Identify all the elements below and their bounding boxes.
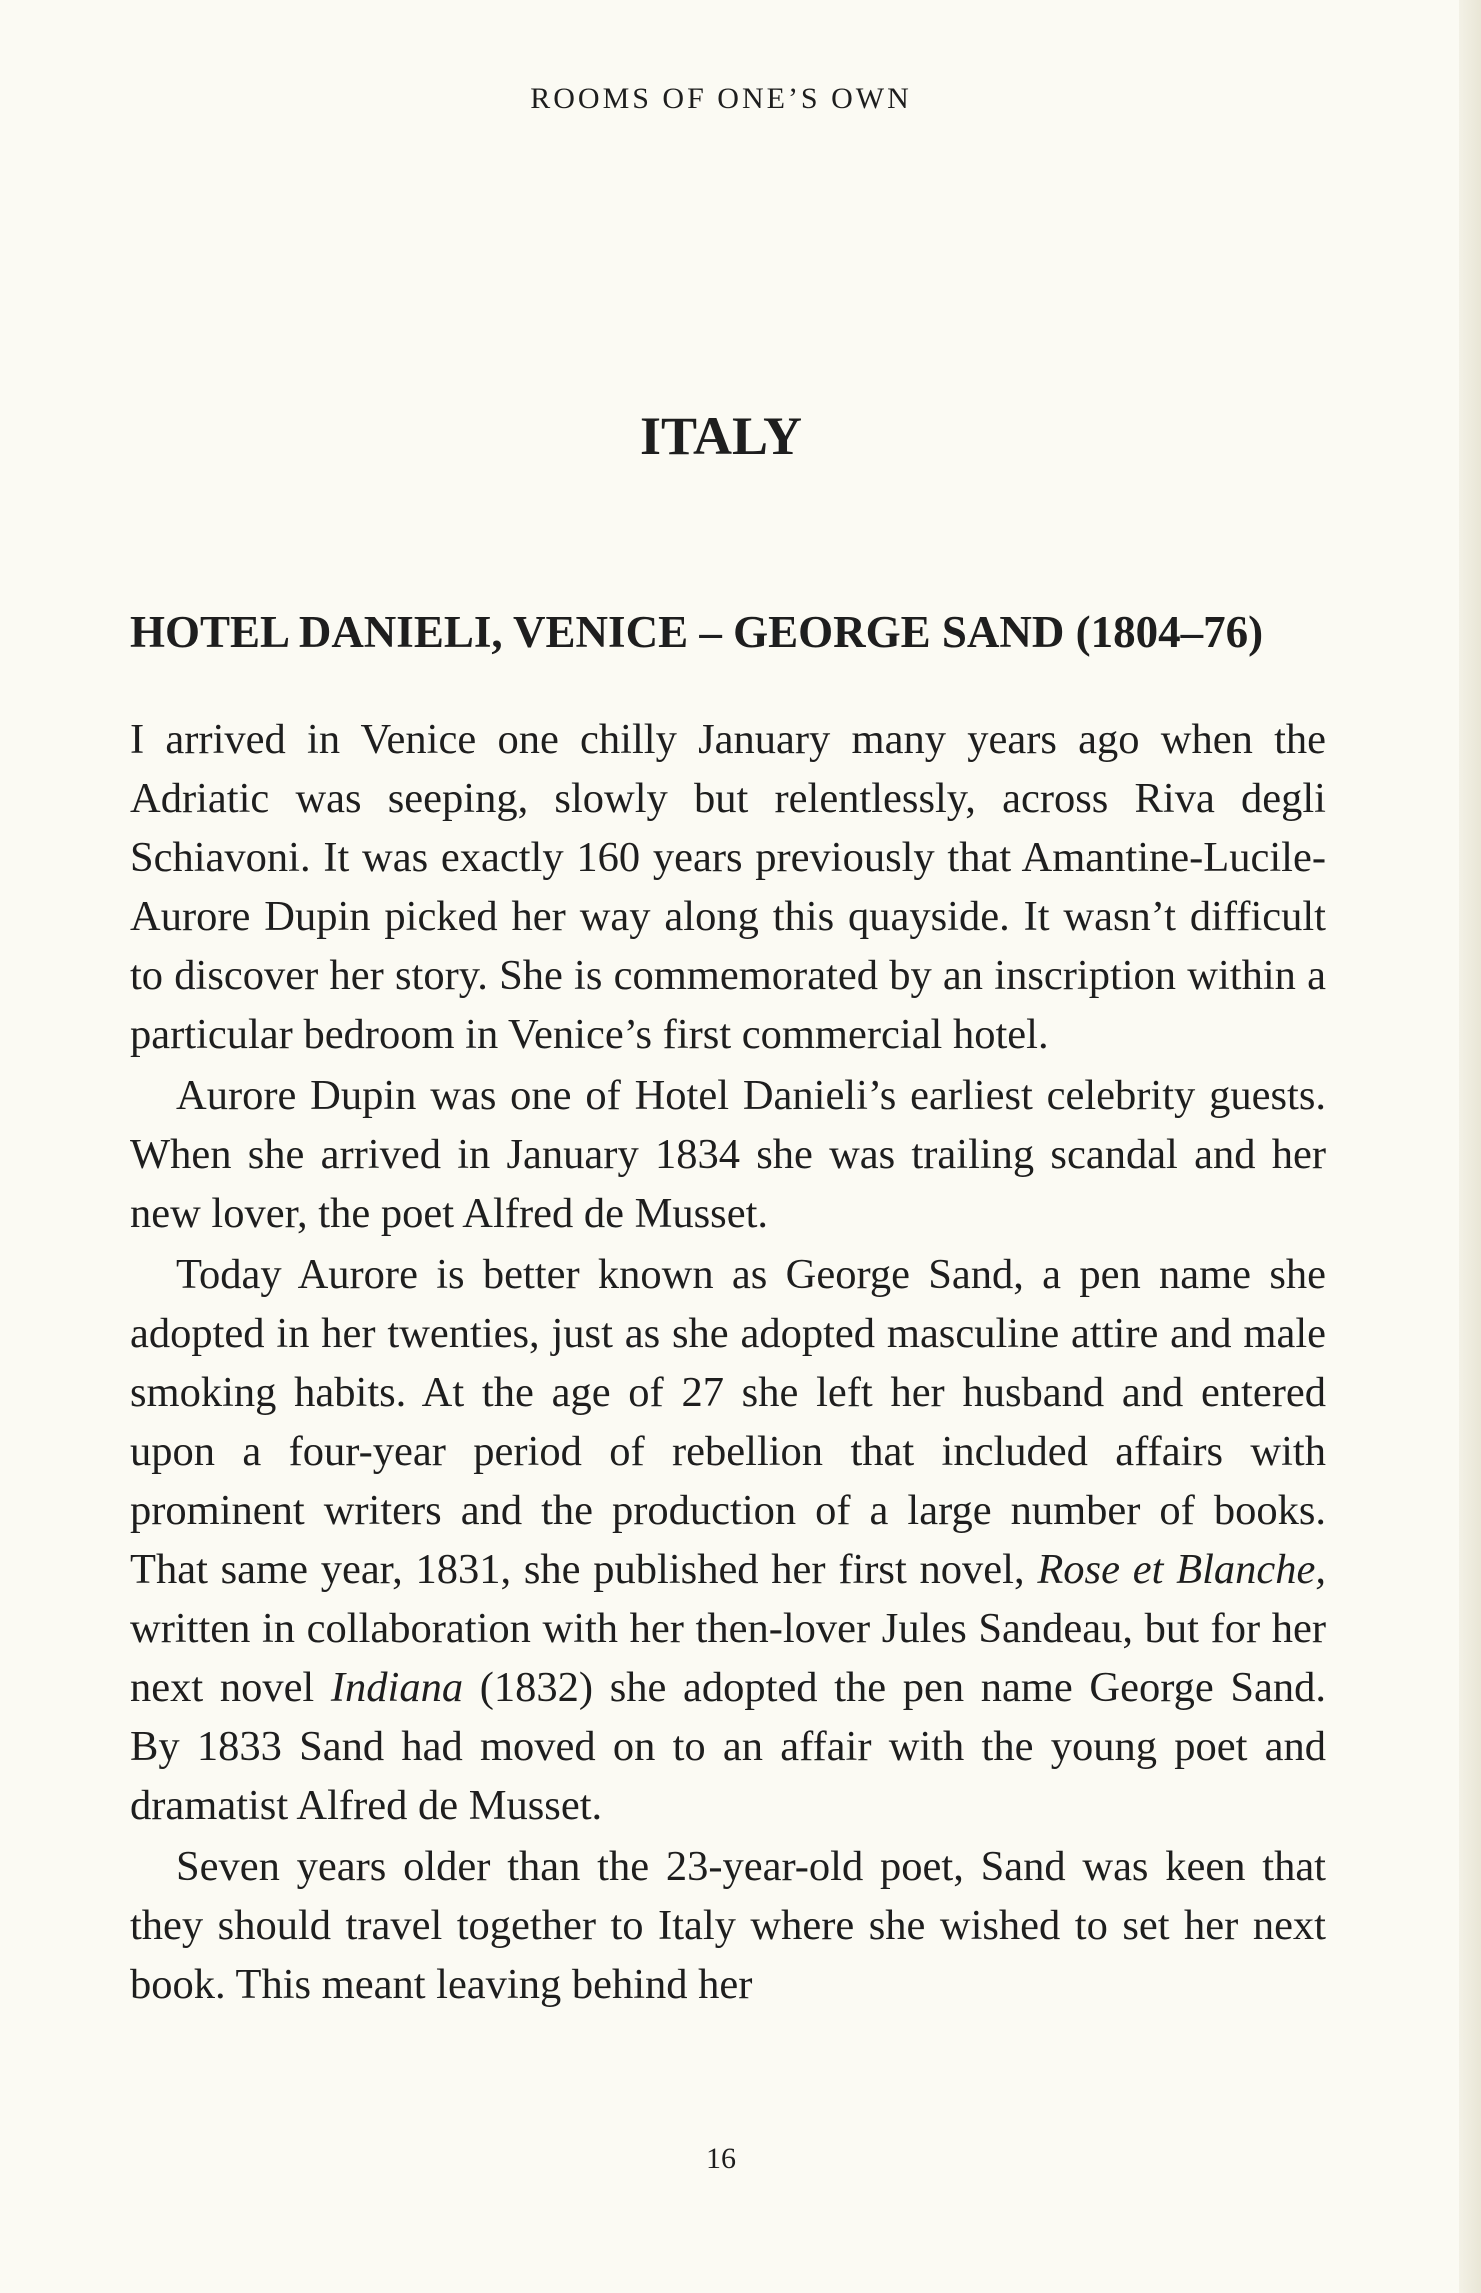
paragraph-3 bbox=[130, 1245, 1326, 1835]
chapter-title: ITALY bbox=[639, 406, 803, 466]
paragraph-3-text-1: Today Aurore is better known as George Sand, a pen name she adopted in her twenties, just as she adopted masculine attire and male smoking habits. At the age of 27 she left her husband and entered upon a four-year period of rebellion that included affairs with prominent writers and the production of a large number of books. That same year, 1831, she published her first novel, bbox=[130, 1251, 1326, 1593]
paragraph-1: I arrived in Venice one chilly January many years ago when the Adriatic was seeping, slowly but relentlessly, across Riva degli Schiavoni. It was exactly 160 years previously that Amantine-Lucile-Aurore Dupin picked her way along this quayside. It wasn’t difficult to discover her story. She is commemorated by an inscription within a particular bedroom in Venice’s first commercial hotel. bbox=[130, 716, 1326, 1058]
paragraph-3-text-2: written in collaboration with her then-lover Jules Sandeau, but for her next novel bbox=[130, 1605, 1326, 1711]
book-title-indiana: Indiana bbox=[330, 1664, 464, 1711]
section-heading: HOTEL DANIELI, VENICE – GEORGE SAND (1804–76) bbox=[130, 607, 1264, 657]
book-title-rose-et-blanche: Rose et Blanche, bbox=[1037, 1546, 1326, 1593]
paragraph-4: Seven years older than the 23-year-old poet, Sand was keen that they should travel together to Italy where she wished to set her next book. This meant leaving behind her bbox=[130, 1843, 1326, 2008]
body-text bbox=[130, 710, 1326, 2014]
page-number: 16 bbox=[706, 2142, 736, 2175]
page-edge bbox=[1459, 0, 1481, 2293]
paragraph-2: Aurore Dupin was one of Hotel Danieli’s earliest celebrity guests. When she arrived in January 1834 she was trailing scandal and her new lover, the poet Alfred de Musset. bbox=[130, 1072, 1326, 1237]
paragraph-3-text-3: (1832) she adopted the pen name George Sand. By 1833 Sand had moved on to an affair with the young poet and dramatist Alfred de Musset. bbox=[130, 1664, 1327, 1829]
running-head: ROOMS OF ONE’S OWN bbox=[530, 82, 912, 115]
